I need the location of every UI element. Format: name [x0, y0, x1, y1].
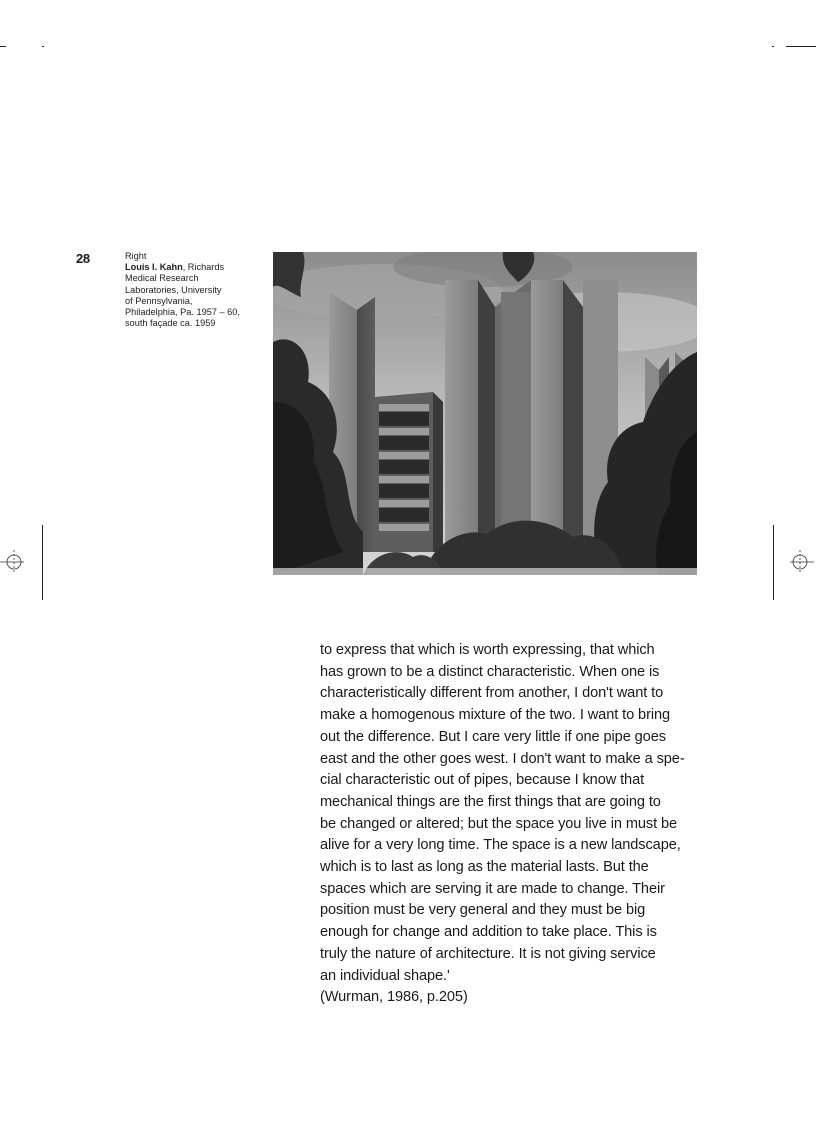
building-photograph	[273, 252, 697, 575]
page-number: 28	[76, 251, 90, 266]
body-line: alive for a very long time. The space is a new landscape,	[320, 837, 681, 854]
crop-mark-top-right	[786, 46, 816, 47]
registration-mark-right-icon	[790, 550, 814, 574]
body-paragraph	[320, 640, 720, 1009]
body-line: truly the nature of architecture. It is not giving service	[320, 945, 656, 962]
body-line: an individual shape.'	[320, 967, 450, 984]
caption-architect: Louis I. Kahn	[125, 262, 183, 273]
body-line: characteristically different from another, I don't want to	[320, 685, 664, 702]
crop-mark-right-vertical	[773, 525, 774, 600]
body-line: has grown to be a distinct characteristic. When one is	[320, 663, 660, 680]
crop-mark-top-right-tick	[772, 46, 774, 47]
caption-line: Medical Research	[125, 273, 199, 284]
body-line: spaces which are serving it are made to change. Their	[320, 880, 665, 897]
body-line: be changed or altered; but the space you live in must be	[320, 815, 678, 832]
body-line: mechanical things are the first things that are going to	[320, 793, 661, 810]
caption-line: of Pennsylvania,	[125, 295, 193, 306]
citation: (Wurman, 1986, p.205)	[320, 989, 468, 1006]
body-line: make a homogenous mixture of the two. I want to bring	[320, 707, 671, 724]
crop-mark-top-left	[0, 46, 6, 47]
caption-line: Laboratories, University	[125, 284, 222, 295]
caption-line: Philadelphia, Pa. 1957 – 60,	[125, 307, 240, 318]
body-line: position must be very general and they must be big	[320, 902, 646, 919]
building-photo-illustration	[273, 252, 697, 575]
crop-mark-top-left-tick	[42, 46, 44, 47]
body-line: out the difference. But I care very little if one pipe goes	[320, 728, 666, 745]
registration-mark-left-icon	[0, 550, 24, 574]
body-line: east and the other goes west. I don't want to make a spe-	[320, 750, 685, 767]
caption-title-rest: , Richards	[182, 262, 225, 273]
caption-line: south façade ca. 1959	[125, 318, 216, 329]
figure-caption	[125, 251, 275, 329]
caption-title-line	[125, 262, 275, 273]
caption-position: Right	[125, 251, 147, 261]
body-line: cial characteristic out of pipes, because I know that	[320, 772, 645, 789]
crop-mark-left-vertical	[42, 525, 43, 600]
body-line: to express that which is worth expressing, that which	[320, 642, 655, 658]
body-line: enough for change and addition to take place. This is	[320, 924, 657, 941]
body-line: which is to last as long as the material lasts. But the	[320, 859, 649, 876]
